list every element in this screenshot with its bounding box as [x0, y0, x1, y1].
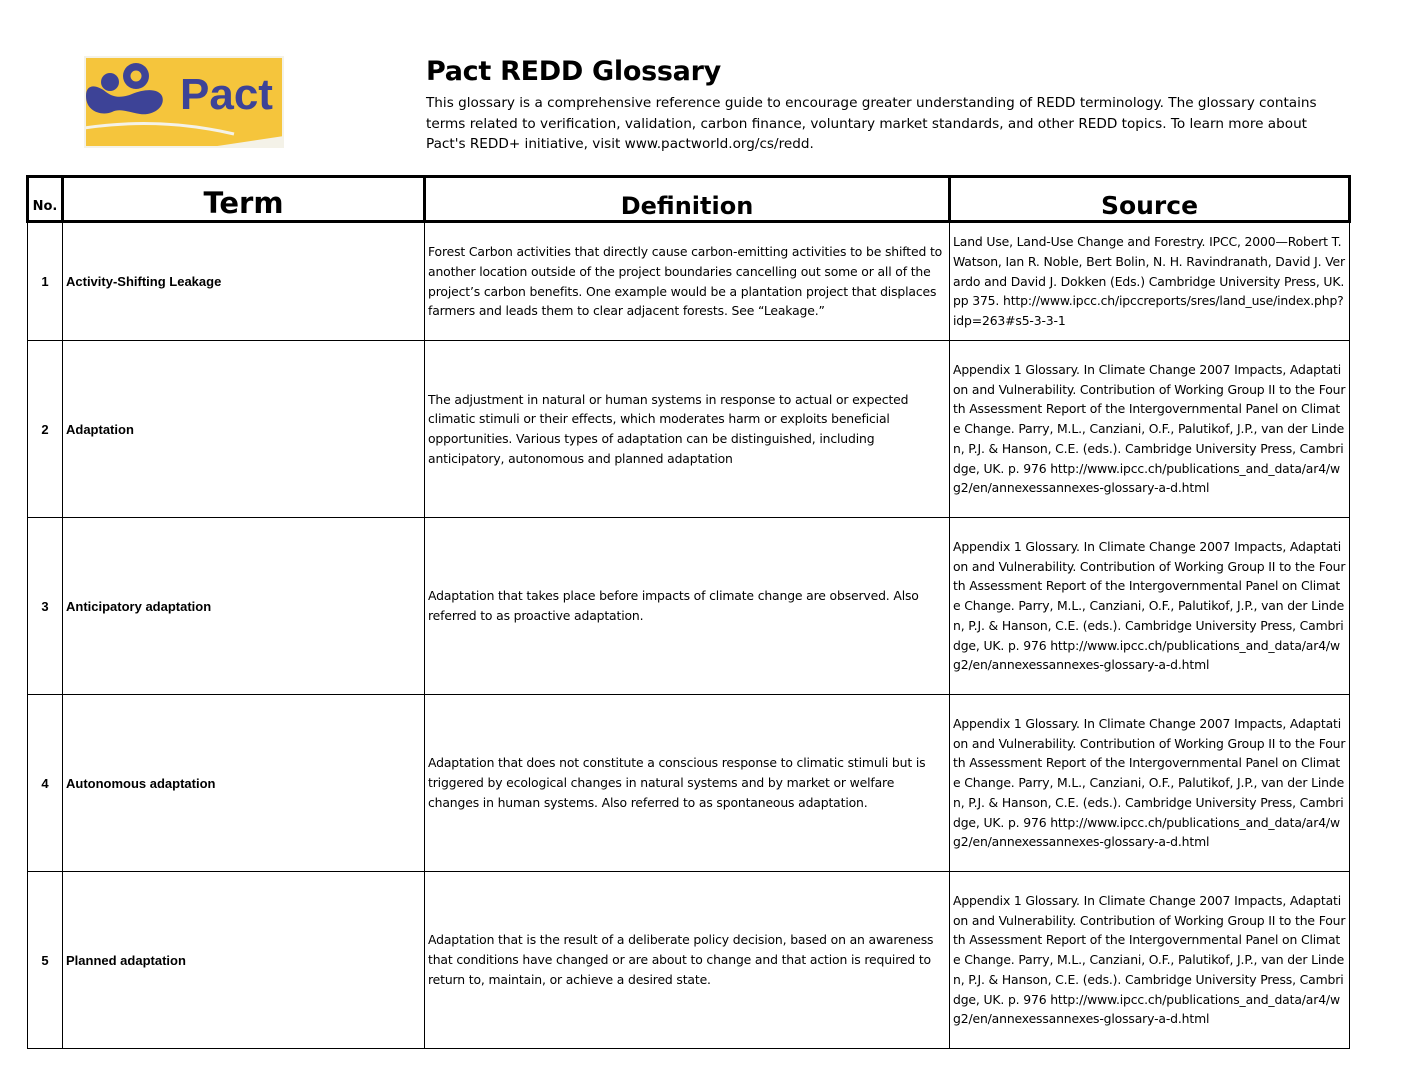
table-row — [28, 222, 1350, 341]
source-cell: Appendix 1 Glossary. In Climate Change 2007 Impacts, Adaptation and Vulnerability. Contribution of Working Group II to the Fourth Assessment Report of the Intergovernmental Panel on Climate Change. Parry, M.L., Canziani, O.F., Palutikof, J.P., van der Linden, P.J. & Hanson, C.E. (eds.). Cambridge University Press, Cambridge, UK. p. 976 http://www.ipcc.ch/publications_and_data/ar4/wg2/en/annexessannexes-glossary-a-d.html — [950, 695, 1350, 872]
table-row — [28, 872, 1350, 1049]
definition-cell: Adaptation that does not constitute a conscious response to climatic stimuli but is triggered by ecological changes in natural systems and by market or welfare changes in human systems. Also referred to as spontaneous adaptation. — [425, 695, 950, 872]
term-cell: Adaptation — [63, 341, 425, 518]
table-row — [28, 341, 1350, 518]
row-number: 3 — [28, 518, 63, 695]
glossary-table — [26, 175, 1351, 1049]
page-title: Pact REDD Glossary — [426, 56, 721, 87]
table-row — [28, 518, 1350, 695]
table-row — [28, 695, 1350, 872]
source-cell: Appendix 1 Glossary. In Climate Change 2007 Impacts, Adaptation and Vulnerability. Contribution of Working Group II to the Fourth Assessment Report of the Intergovernmental Panel on Climate Change. Parry, M.L., Canziani, O.F., Palutikof, J.P., van der Linden, P.J. & Hanson, C.E. (eds.). Cambridge University Press, Cambridge, UK. p. 976 http://www.ipcc.ch/publications_and_data/ar4/wg2/en/annexessannexes-glossary-a-d.html — [950, 518, 1350, 695]
term-cell: Anticipatory adaptation — [63, 518, 425, 695]
row-number: 5 — [28, 872, 63, 1049]
source-cell: Appendix 1 Glossary. In Climate Change 2007 Impacts, Adaptation and Vulnerability. Contribution of Working Group II to the Fourth Assessment Report of the Intergovernmental Panel on Climate Change. Parry, M.L., Canziani, O.F., Palutikof, J.P., van der Linden, P.J. & Hanson, C.E. (eds.). Cambridge University Press, Cambridge, UK. p. 976 http://www.ipcc.ch/publications_and_data/ar4/wg2/en/annexessannexes-glossary-a-d.html — [950, 872, 1350, 1049]
column-header-no: No. — [28, 177, 63, 222]
term-cell: Activity-Shifting Leakage — [63, 222, 425, 341]
column-header-source: Source — [950, 177, 1350, 222]
row-number: 2 — [28, 341, 63, 518]
term-cell: Planned adaptation — [63, 872, 425, 1049]
column-header-definition: Definition — [425, 177, 950, 222]
row-number: 1 — [28, 222, 63, 341]
definition-cell: The adjustment in natural or human systems in response to actual or expected climatic stimuli or their effects, which moderates harm or exploits beneficial opportunities. Various types of adaptation can be distinguished, including anticipatory, autonomous and planned adaptation — [425, 341, 950, 518]
term-cell: Autonomous adaptation — [63, 695, 425, 872]
logo-wordmark: Pact — [180, 70, 273, 119]
source-cell: Land Use, Land-Use Change and Forestry. IPCC, 2000—Robert T. Watson, Ian R. Noble, Bert Bolin, N. H. Ravindranath, David J. Verardo and David J. Dokken (Eds.) Cambridge University Press, UK. pp 375. http://www.ipcc.ch/ipccreports/sres/land_use/index.php?idp=263#s5-3-3-1 — [950, 222, 1350, 341]
table-header-row — [28, 177, 1350, 222]
pact-logo — [84, 56, 284, 148]
intro-paragraph: This glossary is a comprehensive reference guide to encourage greater understanding of REDD terminology. The glossary contains terms related to verification, validation, carbon finance, voluntary market standards, and other REDD topics. To learn more about Pact's REDD+ initiative, visit www.pactworld.org/cs/redd. — [426, 95, 1317, 152]
definition-cell: Forest Carbon activities that directly cause carbon-emitting activities to be shifted to another location outside of the project boundaries cancelling out some or all of the project’s carbon benefits. One example would be a plantation project that displaces farmers and leads them to clear adjacent forests. See “Leakage.” — [425, 222, 950, 341]
source-cell: Appendix 1 Glossary. In Climate Change 2007 Impacts, Adaptation and Vulnerability. Contribution of Working Group II to the Fourth Assessment Report of the Intergovernmental Panel on Climate Change. Parry, M.L., Canziani, O.F., Palutikof, J.P., van der Linden, P.J. & Hanson, C.E. (eds.). Cambridge University Press, Cambridge, UK. p. 976 http://www.ipcc.ch/publications_and_data/ar4/wg2/en/annexessannexes-glossary-a-d.html — [950, 341, 1350, 518]
document-header — [426, 56, 1336, 155]
definition-cell: Adaptation that is the result of a deliberate policy decision, based on an awareness that conditions have changed or are about to change and that action is required to return to, maintain, or achieve a desired state. — [425, 872, 950, 1049]
column-header-term: Term — [63, 177, 425, 222]
definition-cell: Adaptation that takes place before impacts of climate change are observed. Also referred to as proactive adaptation. — [425, 518, 950, 695]
row-number: 4 — [28, 695, 63, 872]
